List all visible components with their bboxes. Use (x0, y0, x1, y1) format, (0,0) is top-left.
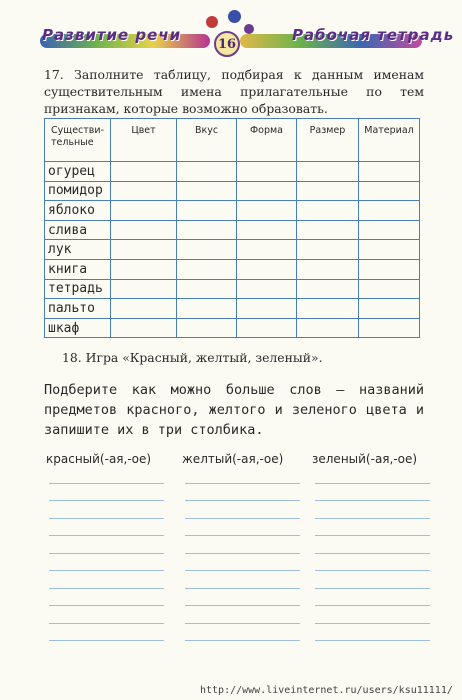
answer-cell[interactable] (237, 279, 297, 299)
decor-ball-icon (244, 24, 254, 34)
table-row (45, 201, 420, 221)
answer-cell[interactable] (111, 162, 177, 182)
answer-cell[interactable] (297, 201, 359, 221)
answer-line[interactable] (315, 519, 430, 537)
table-row (45, 162, 420, 182)
noun-cell: яблоко (45, 201, 111, 221)
column-yellow-title: желтый(-ая,-ое) (182, 452, 284, 466)
header-title-right: Рабочая тетрадь (292, 26, 455, 44)
answer-cell[interactable] (359, 299, 420, 319)
answer-cell[interactable] (177, 279, 237, 299)
answer-cell[interactable] (111, 181, 177, 201)
answer-line[interactable] (49, 589, 164, 607)
answer-line[interactable] (315, 554, 430, 572)
answer-cell[interactable] (111, 220, 177, 240)
column-red-title: красный(-ая,-ое) (46, 452, 152, 466)
answer-cell[interactable] (111, 318, 177, 338)
table-row (45, 318, 420, 338)
answer-line[interactable] (315, 606, 430, 624)
header-shape: Форма (237, 119, 297, 162)
answer-line[interactable] (315, 571, 430, 589)
table-row (45, 220, 420, 240)
noun-cell: огурец (45, 162, 111, 182)
answer-cell[interactable] (359, 181, 420, 201)
answer-cell[interactable] (237, 240, 297, 260)
noun-cell: помидор (45, 181, 111, 201)
answer-cell[interactable] (297, 181, 359, 201)
table-row (45, 240, 420, 260)
column-red (46, 452, 164, 641)
noun-cell: слива (45, 220, 111, 240)
header-material: Материал (359, 119, 420, 162)
header-title-left: Развитие речи (42, 26, 182, 44)
answer-line[interactable] (315, 624, 430, 642)
answer-line[interactable] (315, 484, 430, 502)
answer-cell[interactable] (297, 279, 359, 299)
answer-cell[interactable] (177, 220, 237, 240)
answer-line[interactable] (185, 554, 300, 572)
table-row (45, 279, 420, 299)
header-size: Размер (297, 119, 359, 162)
answer-line[interactable] (185, 466, 300, 484)
answer-cell[interactable] (237, 259, 297, 279)
answer-line[interactable] (315, 589, 430, 607)
answer-line[interactable] (49, 519, 164, 537)
adjectives-table (44, 118, 420, 338)
answer-line[interactable] (315, 466, 430, 484)
answer-cell[interactable] (359, 279, 420, 299)
noun-cell: книга (45, 259, 111, 279)
answer-cell[interactable] (177, 299, 237, 319)
answer-line[interactable] (185, 484, 300, 502)
table-header-row (45, 119, 420, 162)
answer-line[interactable] (49, 624, 164, 642)
answer-line[interactable] (49, 571, 164, 589)
answer-cell[interactable] (177, 181, 237, 201)
answer-cell[interactable] (111, 299, 177, 319)
answer-cell[interactable] (359, 318, 420, 338)
decor-ball-icon (228, 10, 241, 23)
answer-cell[interactable] (237, 162, 297, 182)
answer-cell[interactable] (297, 299, 359, 319)
task17-text: 17. Заполните таблицу, подбирая к данным именам существительным имена прилагательные по тем признакам, которые возможно образовать. (44, 67, 424, 116)
answer-cell[interactable] (237, 318, 297, 338)
answer-cell[interactable] (359, 162, 420, 182)
answer-cell[interactable] (237, 299, 297, 319)
answer-cell[interactable] (111, 201, 177, 221)
answer-cell[interactable] (297, 220, 359, 240)
answer-line[interactable] (315, 536, 430, 554)
answer-line[interactable] (315, 501, 430, 519)
answer-line[interactable] (49, 501, 164, 519)
answer-cell[interactable] (177, 201, 237, 221)
answer-cell[interactable] (177, 240, 237, 260)
noun-cell: шкаф (45, 318, 111, 338)
column-yellow (182, 452, 300, 641)
column-green-title: зеленый(-ая,-ое) (312, 452, 418, 466)
column-green (312, 452, 430, 641)
answer-cell[interactable] (177, 318, 237, 338)
table-row (45, 259, 420, 279)
answer-line[interactable] (49, 484, 164, 502)
table-row (45, 299, 420, 319)
answer-cell[interactable] (111, 240, 177, 260)
page-header (0, 0, 462, 62)
answer-line[interactable] (185, 571, 300, 589)
answer-cell[interactable] (177, 259, 237, 279)
answer-line[interactable] (185, 536, 300, 554)
answer-line[interactable] (185, 624, 300, 642)
answer-line[interactable] (49, 536, 164, 554)
answer-cell[interactable] (111, 279, 177, 299)
answer-line[interactable] (185, 519, 300, 537)
answer-line[interactable] (49, 466, 164, 484)
answer-cell[interactable] (297, 318, 359, 338)
answer-cell[interactable] (297, 162, 359, 182)
task18-instruction: Подберите как можно больше слов — названий предметов красного, желтого и зеленого цвета и запишите их в три столбика. (44, 382, 424, 438)
answer-cell[interactable] (237, 220, 297, 240)
answer-cell[interactable] (177, 162, 237, 182)
answer-cell[interactable] (237, 201, 297, 221)
answer-cell[interactable] (359, 201, 420, 221)
answer-cell[interactable] (359, 259, 420, 279)
watermark-url: http://www.liveinternet.ru/users/ksu11111/ (200, 685, 453, 696)
noun-cell: пальто (45, 299, 111, 319)
answer-line[interactable] (49, 554, 164, 572)
answer-cell[interactable] (359, 240, 420, 260)
task18-title: 18. Игра «Красный, желтый, зеленый». (62, 350, 323, 365)
header-taste: Вкус (177, 119, 237, 162)
answer-line[interactable] (49, 606, 164, 624)
answer-cell[interactable] (237, 181, 297, 201)
header-color: Цвет (111, 119, 177, 162)
answer-line[interactable] (185, 501, 300, 519)
page-number: 16 (214, 31, 240, 57)
answer-line[interactable] (185, 589, 300, 607)
decor-ball-icon (206, 16, 218, 28)
noun-cell: тетрадь (45, 279, 111, 299)
answer-cell[interactable] (111, 259, 177, 279)
table-row (45, 181, 420, 201)
answer-cell[interactable] (297, 240, 359, 260)
answer-cell[interactable] (359, 220, 420, 240)
answer-cell[interactable] (297, 259, 359, 279)
noun-cell: лук (45, 240, 111, 260)
answer-line[interactable] (185, 606, 300, 624)
header-nouns: Существи-тельные (45, 119, 111, 162)
